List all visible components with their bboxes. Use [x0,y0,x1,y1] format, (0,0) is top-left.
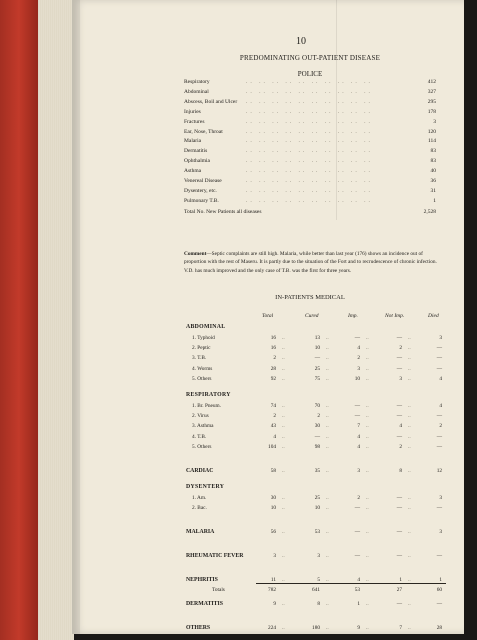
cell-value: 2 [399,443,402,450]
cell-value: 30 [314,423,320,430]
outpatient-label: Venereal Disease [184,178,222,184]
total-cell: 53 [354,587,360,593]
outpatient-value: 412 [427,79,436,85]
cell-value: 43 [270,423,276,430]
leader-dots: .. .. .. .. .. .. .. .. .. .. [246,168,373,175]
inpatient-title: IN-PATIENTS MEDICAL [275,294,345,301]
cell-value: 70 [314,403,320,409]
outpatient-label: Asthma [184,168,202,175]
cell-value: 10 [354,375,360,382]
cell-value: 2 [439,423,442,430]
cell-value: 30 [270,495,276,501]
leader-dots: .. [326,403,329,409]
leader-dots: .. [326,345,329,352]
leader-dots: .. [408,443,411,450]
cell-value: — [396,335,402,341]
inpatient-row [186,527,452,537]
leader-dots: .. [366,443,369,450]
outpatient-row [184,157,444,166]
cell-value: 35 [314,468,320,474]
leader-dots: .. .. .. .. .. .. .. .. .. .. [246,138,373,145]
leader-dots: .. [282,413,285,420]
totals-label: Totals [212,587,225,593]
cell-value: 3 [439,495,442,501]
leader-dots: .. .. .. .. .. .. .. .. .. .. [246,148,373,155]
leader-dots: .. [408,355,411,362]
leader-dots: .. [408,553,411,560]
total-cell: 782 [268,587,276,593]
outpatient-value: 114 [427,138,436,145]
cell-value: — [396,355,402,362]
leader-dots: .. .. .. .. .. .. .. .. .. .. [246,197,373,204]
leader-dots: .. [366,433,369,440]
inpatient-row [192,442,452,452]
comment-text: —Septic complaints are still high. Malaria, while better than last year (176) shows an incidence out of proportion with the rest of Maseru. It is partly due to the situation of the Fort and to recrudescence of chronic infection. V.D. has much improved and the only case of T.B. was the first for three years. [184,251,437,274]
leader-dots: .. [326,495,329,501]
section-subtitle: POLICE [297,70,323,78]
leader-dots: .. [326,468,329,474]
outpatient-value: 31 [430,187,436,194]
inpatient-row [192,503,452,513]
col-header-died: Died [428,313,439,319]
col-header-total: Total [262,313,274,319]
outpatient-label: Dysentery, etc. [184,187,217,194]
cell-value: — [436,443,442,450]
outpatient-value: 83 [430,148,436,155]
outpatient-label: Malaria [184,138,202,145]
outpatient-value: 1 [433,197,436,204]
leader-dots: .. .. .. .. .. .. .. .. .. .. [246,98,373,105]
outpatient-value: 3 [433,118,436,125]
row-label: CARDIAC [186,468,214,474]
book-spine [0,0,42,640]
row-label: 1. Br. Pneum. [192,403,221,409]
cell-value: 4 [399,423,402,430]
leader-dots: .. [408,505,411,512]
comment-head: Comment [184,251,207,257]
leader-dots: .. [366,553,369,560]
leader-dots: .. .. .. .. .. .. .. .. .. .. [246,108,373,115]
inpatient-row [192,374,452,384]
outpatient-row [184,187,444,196]
leader-dots: .. [408,433,411,440]
leader-dots: .. [366,423,369,430]
leader-dots: .. [282,375,285,382]
cell-value: 4 [273,433,276,440]
leader-dots: .. [408,601,411,608]
total-cell: 641 [312,587,320,593]
page-gutter [72,0,80,634]
cell-value: — [436,355,442,362]
row-label: 2. Peptic [192,345,211,352]
outpatient-value: 327 [427,88,436,95]
cell-value: 92 [270,375,276,382]
leader-dots: .. [282,335,285,341]
leader-dots: .. [282,423,285,430]
total-cell: 60 [436,587,442,593]
cell-value: — [396,365,402,372]
cell-value: 25 [314,365,320,372]
outpatient-row [184,88,444,97]
cell-value: 180 [312,625,320,632]
leader-dots: .. [366,529,369,536]
cell-value: — [396,433,402,440]
leader-dots: .. [282,505,285,512]
cell-value: 9 [357,625,360,632]
leader-dots: .. [408,625,411,632]
leader-dots: .. [366,403,369,409]
row-label: 4. T.B. [192,433,207,440]
outpatient-label: Abdominal [184,88,209,95]
leader-dots: .. [366,577,369,584]
cell-value: 10 [270,505,276,512]
outpatient-value: 36 [430,178,436,184]
inpatient-row [186,466,452,476]
cell-value: 8 [317,601,320,608]
outpatient-row [184,128,444,137]
leader-dots: .. [366,335,369,341]
outpatient-value: 178 [427,108,436,115]
leader-dots: .. [366,355,369,362]
cell-value: 58 [270,468,276,474]
row-label: RHEUMATIC FEVER [186,553,244,560]
inpatient-row [192,411,452,421]
cell-value: — [436,505,442,512]
cell-value: 16 [270,345,276,352]
cell-value: — [436,413,442,420]
cell-value: 11 [270,577,276,584]
leader-dots: .. [408,468,411,474]
outpatient-value: 83 [430,158,436,165]
leader-dots: .. [326,365,329,372]
cell-value: — [436,553,442,560]
leader-dots: .. [408,577,411,584]
cell-value: 2 [273,355,276,362]
inpatient-row [192,432,452,442]
cell-value: 4 [357,443,360,450]
leader-dots: .. .. .. .. .. .. .. .. .. .. [246,128,373,135]
leader-dots: .. [366,495,369,501]
leader-dots: .. [282,495,285,501]
row-label: OTHERS [186,625,211,632]
row-label: DERMATITIS [186,601,223,608]
cell-value: — [354,505,360,512]
section-heading: RESPIRATORY [186,392,231,398]
row-label: 4. Worms [192,365,213,372]
comment-paragraph [184,250,440,275]
leader-dots: .. [282,365,285,372]
cell-value: 8 [399,468,402,474]
cell-value: — [396,505,402,512]
leader-dots: .. [408,375,411,382]
leader-dots: .. [408,335,411,341]
leader-dots: .. .. .. .. .. .. .. .. .. .. [246,79,373,85]
total-label: Total No. New Patients all diseases [184,209,262,215]
outpatient-label: Respiratory [184,79,210,85]
cell-value: 2 [357,355,360,362]
row-label: 1. Am. [192,495,207,501]
outpatient-row [184,177,444,186]
cell-value: 98 [314,443,320,450]
leader-dots: .. [366,505,369,512]
leader-dots: .. .. .. .. .. .. .. .. .. .. [246,88,373,95]
cell-value: 4 [357,345,360,352]
leader-dots: .. [408,413,411,420]
leader-dots: .. [326,335,329,341]
cell-value: 5 [317,577,320,584]
leader-dots: .. [282,403,285,409]
cell-value: 53 [314,529,320,536]
cell-value: 4 [439,375,442,382]
cell-value: 74 [270,403,276,409]
inpatient-row [192,364,452,374]
leader-dots: .. [366,413,369,420]
leader-dots: .. [408,365,411,372]
cell-value: 25 [314,495,320,501]
inpatient-row [186,551,452,561]
cell-value: 56 [270,529,276,536]
leader-dots: .. [326,625,329,632]
leader-dots: .. [282,433,285,440]
cell-value: — [354,403,360,409]
cell-value: 3 [357,468,360,474]
cell-value: 3 [273,553,276,560]
leader-dots: .. [282,443,285,450]
col-header-notimp: Not Imp. [385,313,405,319]
outpatient-row [184,147,444,156]
totals-row [192,585,452,595]
cell-value: 224 [268,625,276,632]
leader-dots: .. [282,601,285,608]
inpatient-row [192,333,452,343]
cell-value: 3 [439,335,442,341]
cell-value: 4 [439,403,442,409]
outpatient-label: Abscess, Boil and Ulcer [184,98,238,105]
cell-value: — [354,335,360,341]
outpatient-label: Dermatitis [184,148,208,155]
total-cell: 27 [396,587,402,593]
row-label: 2. Bac. [192,505,207,512]
cell-value: 75 [314,375,320,382]
cell-value: — [436,601,442,608]
outpatient-label: Injuries [184,108,201,115]
leader-dots: .. [366,625,369,632]
outpatient-row [184,118,444,127]
outpatient-row [184,197,444,206]
cell-value: 28 [270,365,276,372]
leader-dots: .. [326,601,329,608]
leader-dots: .. .. .. .. .. .. .. .. .. .. [246,158,373,165]
section-heading: DYSENTERY [186,484,225,490]
cell-value: 7 [399,625,402,632]
outpatient-label: Fractures [184,118,205,125]
leader-dots: .. [282,345,285,352]
cell-value: 3 [439,529,442,536]
outpatient-value: 40 [430,168,436,175]
outpatient-row [184,167,444,176]
cell-value: 16 [270,335,276,341]
row-label: NEPHRITIS [186,577,218,584]
cell-value: 1 [439,577,442,584]
leader-dots: .. [282,577,285,584]
leader-dots: .. [282,625,285,632]
outpatient-label: Ear, Nose, Throat [184,128,223,135]
leader-dots: .. [326,443,329,450]
col-header-cured: Cured [305,313,319,319]
cell-value: 1 [399,577,402,584]
cell-value: — [396,495,402,501]
leader-dots: .. [366,468,369,474]
cell-value: 1 [357,601,360,608]
cell-value: — [436,345,442,352]
leader-dots: .. [408,423,411,430]
section-heading: ABDOMINAL [186,324,226,330]
row-label: 5. Others [192,443,212,450]
leader-dots: .. [366,375,369,382]
cell-value: 10 [314,505,320,512]
page-title: PREDOMINATING OUT-PATIENT DISEASE [239,54,381,62]
cell-value: — [354,529,360,536]
leader-dots: .. [366,601,369,608]
totals-rule [256,583,446,584]
col-header-imp: Imp. [348,313,358,319]
cell-value: — [314,433,320,440]
cell-value: 2 [399,345,402,352]
leader-dots: .. [408,345,411,352]
cell-value: — [314,355,320,362]
outpatient-label: Ophthalmia [184,158,210,165]
cell-value: — [436,365,442,372]
leader-dots: .. [408,403,411,409]
leader-dots: .. [326,505,329,512]
cell-value: 13 [314,335,320,341]
row-label: 2. Virus [192,413,209,420]
cell-value: 4 [357,577,360,584]
row-label: 5. Others [192,375,212,382]
leader-dots: .. [326,375,329,382]
cell-value: 2 [357,495,360,501]
outpatient-value: 120 [427,128,436,135]
row-label: 3. T.B. [192,355,207,362]
outpatient-label: Pulmonary T.B. [184,197,219,204]
inpatient-row [192,343,452,353]
row-label: MALARIA [186,529,215,536]
cell-value: — [354,413,360,420]
cell-value: — [396,413,402,420]
leader-dots: .. .. .. .. .. .. .. .. .. .. [246,187,373,194]
inpatient-row [186,599,452,609]
cell-value: 4 [357,433,360,440]
cell-value: 3 [357,365,360,372]
leader-dots: .. [282,529,285,536]
leader-dots: .. [326,577,329,584]
leader-dots: .. [366,345,369,352]
leader-dots: .. [366,365,369,372]
row-label: 3. Asthma [192,423,214,430]
cell-value: — [354,553,360,560]
outpatient-row [184,98,444,107]
outpatient-row [184,108,444,117]
leader-dots: .. [282,468,285,474]
outpatient-row [184,78,444,87]
cell-value: 2 [273,413,276,420]
inpatient-row [192,493,452,503]
leader-dots: .. [408,495,411,501]
inpatient-row [192,353,452,363]
cell-value: — [396,529,402,536]
leader-dots: .. [282,355,285,362]
outpatient-value: 295 [427,98,436,105]
outpatient-row [184,137,444,146]
cell-value: 3 [399,375,402,382]
leader-dots: .. [282,553,285,560]
cell-value: 2 [317,413,320,420]
total-value: 2,528 [423,209,436,215]
leader-dots: .. [408,529,411,536]
leader-dots: .. .. .. .. .. .. .. .. .. .. [246,118,373,125]
leader-dots: .. [326,413,329,420]
leader-dots: .. [326,423,329,430]
row-label: 1. Typhoid [192,335,215,341]
cell-value: 28 [436,625,442,632]
page-number: 10 [296,36,306,47]
inpatient-row [192,421,452,431]
leader-dots: .. .. .. .. .. .. .. .. .. .. [246,178,373,184]
cell-value: 3 [317,553,320,560]
outpatient-total-row [184,208,444,217]
leader-dots: .. [326,433,329,440]
cell-value: — [396,553,402,560]
leader-dots: .. [326,355,329,362]
leader-dots: .. [326,529,329,536]
cell-value: 9 [273,601,276,608]
leader-dots: .. [326,553,329,560]
inpatient-row [186,623,452,633]
cell-value: 104 [268,443,276,450]
cell-value: 12 [436,468,442,474]
cell-value: — [436,433,442,440]
cell-value: — [396,403,402,409]
page-edges [38,0,74,640]
cell-value: 7 [357,423,360,430]
cell-value: — [396,601,402,608]
inpatient-row [192,401,452,411]
cell-value: 10 [314,345,320,352]
